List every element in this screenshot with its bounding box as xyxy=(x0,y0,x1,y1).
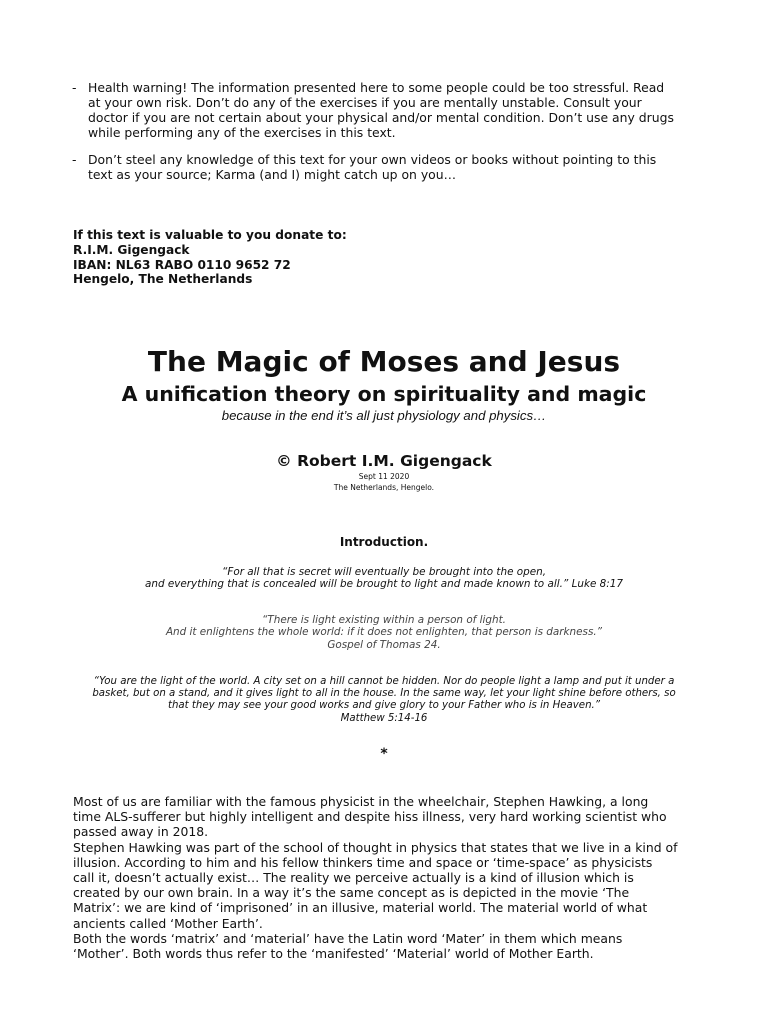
author-name: © Robert I.M. Gigengack xyxy=(276,452,492,470)
document-title: The Magic of Moses and Jesus xyxy=(147,345,621,378)
text-line: doctor if you are not certain about your physical and/or mental condition. Don’t use any drugs xyxy=(88,110,674,125)
body-line: time ALS-sufferer but highly intelligent and despite hiss illness, very hard working scientist who xyxy=(73,809,667,825)
quote-line: “There is light existing within a person of light. xyxy=(262,614,506,626)
body-line: Both the words ‘matrix’ and ‘material’ have the Latin word ‘Mater’ in them which means xyxy=(73,930,623,946)
author-block xyxy=(0,451,768,493)
body-line: call it, doesn’t actually exist… The reality we perceive actually is a kind of illusion which is xyxy=(73,870,634,886)
body-line: passed away in 2018. xyxy=(73,824,209,840)
text-line: while performing any of the exercises in this text. xyxy=(88,125,396,140)
section-separator: * xyxy=(380,746,388,762)
title-block xyxy=(0,343,768,424)
quote-line: that they may see your good works and give glory to your Father who is in Heaven.” xyxy=(167,700,601,712)
body-paragraphs xyxy=(73,794,703,961)
body-line: Stephen Hawking was part of the school of thought in physics that states that we live in a kind of xyxy=(73,839,678,855)
body-line: ancients called ‘Mother Earth’. xyxy=(73,915,263,931)
warnings-list xyxy=(72,80,702,194)
body-line: created by our own brain. In a way it’s the same concept as is depicted in the movie ‘The xyxy=(73,885,630,901)
donate-name: R.I.M. Gigengack xyxy=(73,242,190,257)
donate-location: Hengelo, The Netherlands xyxy=(73,272,253,287)
quote-luke xyxy=(0,566,768,591)
donate-heading: If this text is valuable to you donate to: xyxy=(73,228,347,242)
quote-line: “You are the light of the world. A city set on a hill cannot be hidden. Nor do people light a lamp and put it under a xyxy=(93,676,675,687)
document-subtitle: A unification theory on spirituality and magic xyxy=(121,382,647,406)
quote-line: basket, but on a stand, and it gives light to all in the house. In the same way, let your light shine before others, so xyxy=(92,688,676,700)
donation-info xyxy=(73,228,347,287)
author-date: Sept 11 2020 xyxy=(358,472,410,481)
text-line: text as your source; Karma (and I) might catch up on you… xyxy=(88,167,457,182)
body-line: Matrix’: we are kind of ‘imprisoned’ in an illusive, material world. The material world of what xyxy=(73,900,648,916)
bullet-dash: - xyxy=(72,80,77,95)
document-tagline: because in the end it’s all just physiology and physics… xyxy=(221,408,547,423)
quote-line: “For all that is secret will eventually be brought into the open, xyxy=(222,566,546,578)
introduction-heading: Introduction. xyxy=(339,535,429,549)
text-line: Health warning! The information presented here to some people could be too stressful. Read xyxy=(88,80,665,95)
health-warning xyxy=(72,80,702,140)
body-line: Most of us are familiar with the famous physicist in the wheelchair, Stephen Hawking, a long xyxy=(73,794,649,809)
copyright-warning xyxy=(72,152,702,182)
quote-line: Gospel of Thomas 24. xyxy=(327,638,441,651)
body-line: illusion. According to him and his fellow thinkers time and space or ‘time-space’ as physicists xyxy=(73,854,653,870)
quote-line: Matthew 5:14-16 xyxy=(340,712,428,724)
quote-thomas xyxy=(0,614,768,651)
text-line: at your own risk. Don’t do any of the exercises if you are mentally unstable. Consult your xyxy=(88,95,642,110)
quote-matthew xyxy=(0,676,768,725)
quote-line: and everything that is concealed will be brought to light and made known to all.” Luke 8:17 xyxy=(145,578,623,591)
text-line: Don’t steel any knowledge of this text for your own videos or books without pointing to this xyxy=(88,152,657,167)
quote-line: And it enlightens the whole world: if it does not enlighten, that person is darkness.” xyxy=(165,626,603,639)
bullet-dash: - xyxy=(72,152,77,167)
body-line: ‘Mother’. Both words thus refer to the ‘manifested’ ‘Material’ world of Mother Earth. xyxy=(73,946,594,962)
author-place: The Netherlands, Hengelo. xyxy=(333,483,435,492)
donate-iban: IBAN: NL63 RABO 0110 9652 72 xyxy=(73,257,291,272)
